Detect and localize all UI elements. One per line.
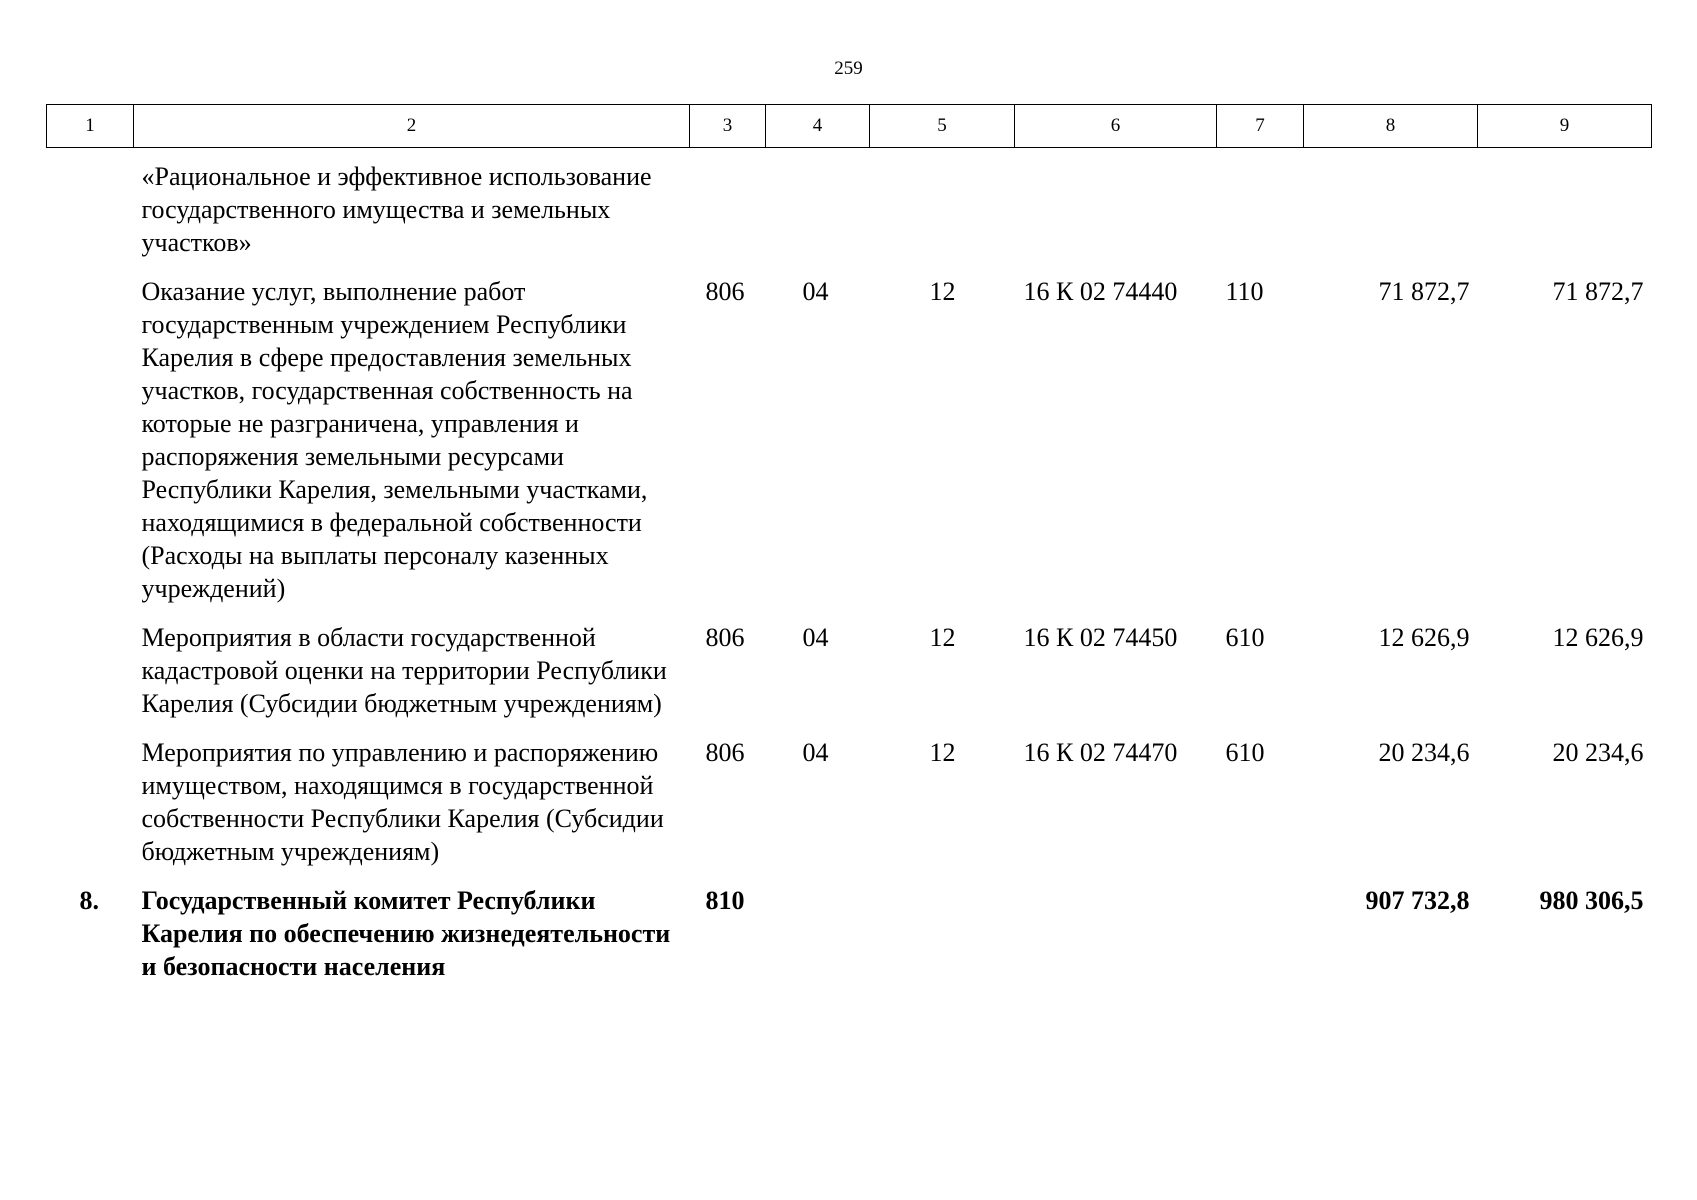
- column-header: 9: [1478, 105, 1652, 148]
- amount-col9: 980 306,5: [1539, 886, 1644, 915]
- amount-col8: 907 732,8: [1365, 886, 1470, 915]
- section-code: 04: [802, 738, 829, 767]
- expense-type-code: [1217, 148, 1304, 276]
- row-number: [47, 736, 134, 884]
- table-row: [47, 736, 1652, 884]
- ministry-code: 806: [705, 738, 745, 767]
- target-article-code: [1015, 148, 1217, 276]
- column-header: 2: [134, 105, 690, 148]
- subsection-code: 12: [929, 623, 956, 652]
- amount-col9: 71 872,7: [1552, 277, 1644, 306]
- ministry-code: [690, 148, 766, 276]
- amount-col8: [1304, 148, 1478, 276]
- row-number: [47, 275, 134, 621]
- ministry-code: 810: [705, 886, 745, 915]
- column-header: 4: [766, 105, 870, 148]
- row-name: Государственный комитет Республики Карелия по обеспечению жизнедеятельности и безопасности населения: [141, 886, 671, 981]
- subsection-code: [870, 148, 1015, 276]
- amount-col8: 71 872,7: [1378, 277, 1470, 306]
- target-article-code: 16 К 02 74450: [1023, 623, 1178, 652]
- amount-col9: [1478, 148, 1652, 276]
- ministry-code: 806: [705, 277, 745, 306]
- row-name: Оказание услуг, выполнение работ государственным учреждением Республики Карелия в сфере предоставления земельных участков, государственная собственность на которые не разграничена, управления и распоряжения земельными ресурсами Республики Карелия, земельными участками, находящимися в федеральной собственности (Расходы на выплаты персоналу казенных учреждений): [141, 277, 648, 603]
- column-header: 3: [690, 105, 766, 148]
- expense-type-code: 610: [1225, 738, 1265, 767]
- amount-col9: 20 234,6: [1552, 738, 1644, 767]
- target-article-code: 16 К 02 74470: [1023, 738, 1178, 767]
- section-code: 04: [802, 277, 829, 306]
- table-header-row: [47, 105, 1652, 148]
- row-number: [47, 148, 134, 276]
- amount-col9: 12 626,9: [1552, 623, 1644, 652]
- subsection-code: 12: [929, 277, 956, 306]
- page-number: 259: [834, 58, 863, 79]
- column-header: 6: [1015, 105, 1217, 148]
- subsection-code: [870, 884, 1015, 999]
- expense-type-code: [1217, 884, 1304, 999]
- table-row: [47, 621, 1652, 736]
- table-row: [47, 884, 1652, 999]
- table-row: [47, 148, 1652, 276]
- section-code: [766, 148, 870, 276]
- column-header: 8: [1304, 105, 1478, 148]
- section-code: [766, 884, 870, 999]
- row-name: Мероприятия в области государственной кадастровой оценки на территории Республики Карелия (Субсидии бюджетным учреждениям): [141, 623, 667, 718]
- amount-col8: 20 234,6: [1378, 738, 1470, 767]
- row-name: «Рациональное и эффективное использование государственного имущества и земельных участков»: [141, 162, 652, 257]
- expense-type-code: 110: [1225, 277, 1264, 306]
- target-article-code: [1015, 884, 1217, 999]
- column-header: 5: [870, 105, 1015, 148]
- expense-type-code: 610: [1225, 623, 1265, 652]
- section-code: 04: [802, 623, 829, 652]
- subsection-code: 12: [929, 738, 956, 767]
- row-number: 8.: [79, 886, 99, 915]
- ministry-code: 806: [705, 623, 745, 652]
- amount-col8: 12 626,9: [1378, 623, 1470, 652]
- column-header: 7: [1217, 105, 1304, 148]
- budget-table: [46, 104, 1652, 999]
- row-name: Мероприятия по управлению и распоряжению имуществом, находящимся в государственной собственности Республики Карелия (Субсидии бюджетным учреждениям): [141, 738, 664, 866]
- row-number: [47, 621, 134, 736]
- column-header: 1: [47, 105, 134, 148]
- target-article-code: 16 К 02 74440: [1023, 277, 1178, 306]
- table-row: [47, 275, 1652, 621]
